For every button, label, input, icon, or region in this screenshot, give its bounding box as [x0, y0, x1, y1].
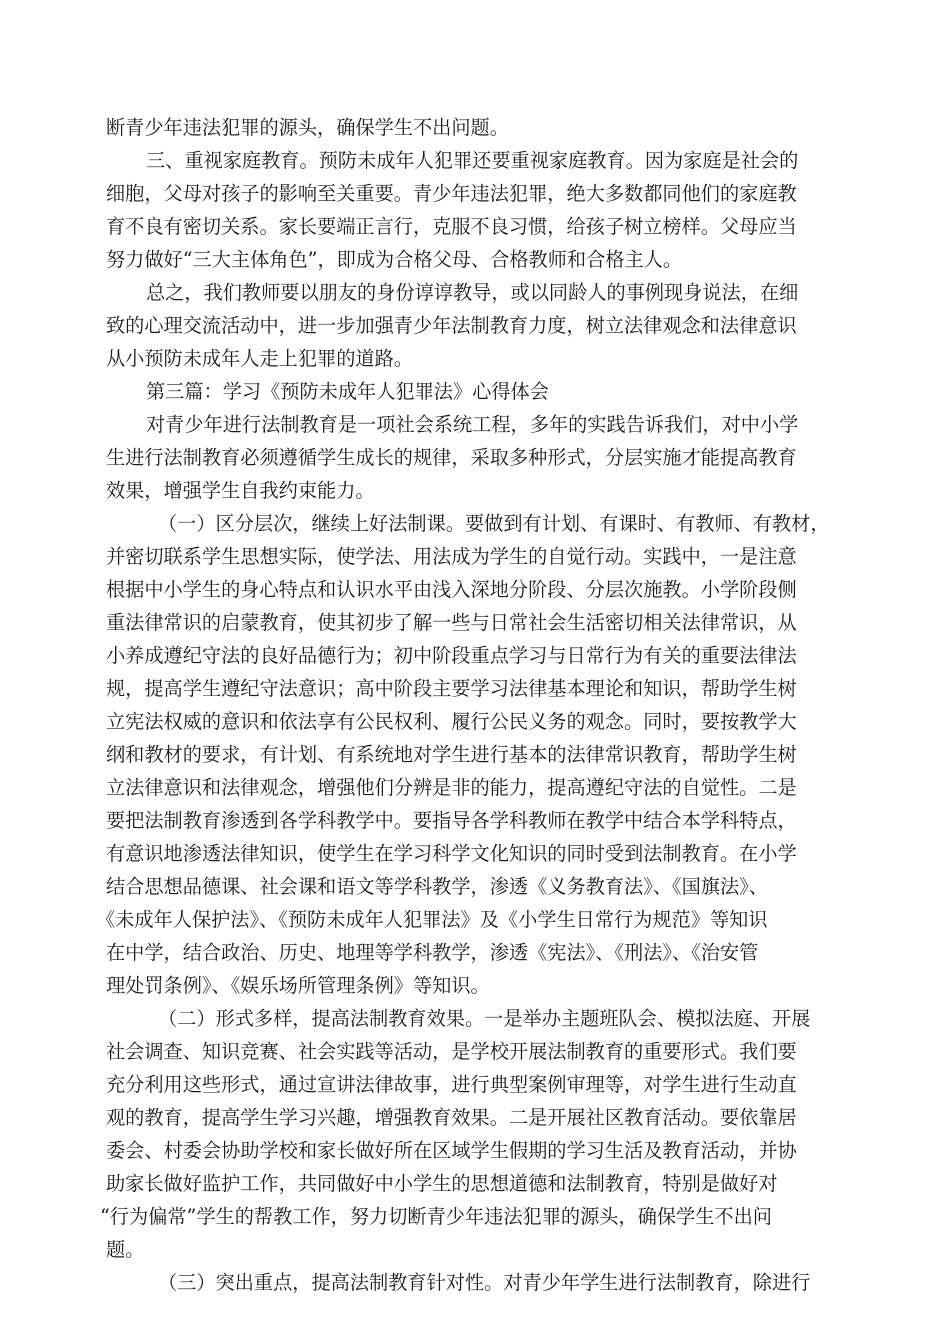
text-line: 三、重视家庭教育。预防未成年人犯罪还要重视家庭教育。因为家庭是社会的: [146, 149, 799, 172]
text-line: 助家长做好监护工作，共同做好中小学生的思想道德和法制教育，特别是做好对: [106, 1172, 778, 1195]
text-line: 要把法制教育渗透到各学科教学中。要指导各学科教师在教学中结合本学科特点，: [106, 809, 797, 832]
text-line: 《未成年人保护法》、《预防未成年人犯罪法》及《小学生日常行为规范》等知识: [96, 908, 768, 931]
text-line: 充分利用这些形式，通过宣讲法律故事，进行典型案例审理等，对学生进行生动直: [106, 1073, 797, 1096]
text-line: 育不良有密切关系。家长要端正言行，克服不良习惯，给孩子树立榜样。父母应当: [106, 215, 797, 238]
text-line: 细胞，父母对孩子的影响至关重要。青少年违法犯罪，绝大多数都同他们的家庭教: [106, 182, 797, 205]
text-line: 委会、村委会协助学校和家长做好所在区域学生假期的学习生活及教育活动，并协: [106, 1139, 797, 1162]
text-line: （三）突出重点，提高法制教育针对性。对青少年学生进行法制教育，除进行: [158, 1271, 811, 1294]
text-line: 立法律意识和法律观念，增强他们分辨是非的能力，提高遵纪守法的自觉性。二是: [106, 776, 797, 799]
text-line: 小养成遵纪守法的良好品德行为；初中阶段重点学习与日常行为有关的重要法律法: [106, 644, 797, 667]
text-line: （一）区分层次，继续上好法制课。要做到有计划、有课时、有教师、有教材，: [158, 512, 830, 535]
text-line: （二）形式多样，提高法制教育效果。一是举办主题班队会、模拟法庭、开展: [158, 1007, 811, 1030]
text-line: 效果，增强学生自我约束能力。: [106, 479, 375, 502]
section-heading: 第三篇：学习《预防未成年人犯罪法》心得体会: [146, 380, 549, 403]
text-line: 观的教育，提高学生学习兴趣，增强教育效果。二是开展社区教育活动。要依靠居: [106, 1106, 797, 1129]
text-line: “行为偏常”学生的帮教工作，努力切断青少年违法犯罪的源头，确保学生不出问: [100, 1205, 772, 1228]
text-line: 总之，我们教师要以朋友的身份谆谆教导，或以同龄人的事例现身说法，在细: [146, 281, 799, 304]
text-line: 并密切联系学生思想实际，使学法、用法成为学生的自觉行动。实践中，一是注意: [106, 545, 797, 568]
text-line: 结合思想品德课、社会课和语文等学科教学，渗透《义务教育法》、《国旗法》、: [106, 875, 768, 898]
text-line: 致的心理交流活动中，进一步加强青少年法制教育力度，树立法律观念和法律意识: [106, 314, 797, 337]
text-line: 社会调查、知识竞赛、社会实践等活动，是学校开展法制教育的重要形式。我们要: [106, 1040, 797, 1063]
text-line: 生进行法制教育必须遵循学生成长的规律，采取多种形式，分层实施才能提高教育: [106, 446, 797, 469]
text-line: 规，提高学生遵纪守法意识；高中阶段主要学习法律基本理论和知识，帮助学生树: [106, 677, 797, 700]
text-line: 有意识地渗透法律知识，使学生在学习科学文化知识的同时受到法制教育。在小学: [106, 842, 797, 865]
text-line: 在中学，结合政治、历史、地理等学科教学，渗透《宪法》、《刑法》、《治安管: [106, 941, 759, 964]
text-line: 纲和教材的要求，有计划、有系统地对学生进行基本的法律常识教育，帮助学生树: [106, 743, 797, 766]
text-line: 对青少年进行法制教育是一项社会系统工程，多年的实践告诉我们，对中小学: [146, 413, 799, 436]
text-line: 重法律常识的启蒙教育，使其初步了解一些与日常社会生活密切相关法律常识，从: [106, 611, 797, 634]
text-line: 理处罚条例》、《娱乐场所管理条例》等知识。: [106, 974, 490, 997]
text-line: 题。: [106, 1238, 145, 1261]
text-line: 断青少年违法犯罪的源头，确保学生不出问题。: [106, 116, 509, 139]
text-line: 努力做好“三大主体角色”，即成为合格父母、合格教师和合格主人。: [106, 248, 683, 271]
text-line: 从小预防未成年人走上犯罪的道路。: [106, 347, 413, 370]
text-line: 根据中小学生的身心特点和认识水平由浅入深地分阶段、分层次施教。小学阶段侧: [106, 578, 797, 601]
text-line: 立宪法权威的意识和依法享有公民权利、履行公民义务的观念。同时，要按教学大: [106, 710, 797, 733]
